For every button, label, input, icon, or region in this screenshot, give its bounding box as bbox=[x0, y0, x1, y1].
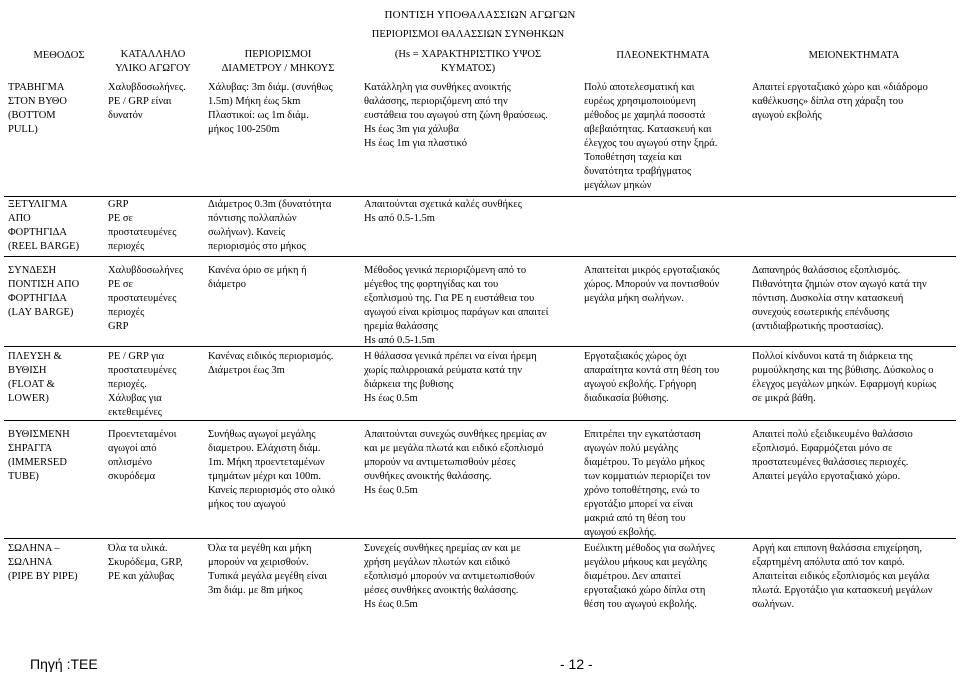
cell-sea-conditions: Απαιτούνται συνεχώς συνθήκες ηρεμίας αν και με μεγάλα πλωτά και ειδικό εξοπλισμό μπορούν να αντιμετωπισθούν μέσες συνθήκες ανοικτής θαλάσσης. Ηs έως 0.5m bbox=[364, 429, 547, 496]
row-separator bbox=[4, 196, 956, 197]
cell-limits: Κανένας ειδικός περιορισμός. Διάμετροι έως 3m bbox=[208, 351, 334, 376]
cell-sea-conditions: Η θάλασσα γενικά πρέπει να είναι ήρεμη χωρίς παλιρροιακά ρεύματα κατά την διάρκεια της βυθισης Ηs έως 0.5m bbox=[364, 351, 537, 404]
cell-material: PE / GRP για προστατευμένες περιοχές. Χάλυβας για εκτεθειμένες bbox=[108, 351, 177, 418]
row-separator bbox=[4, 256, 956, 257]
cell-material: Προεντεταμένοι αγωγοί από οπλισμένο σκυρόδεμα bbox=[108, 429, 177, 482]
header-sea-subtitle: (Ηs = ΧΑΡΑΚΤΗΡΙΣΤΙΚΟ ΥΨΟΣ ΚΥΜΑΤΟΣ) bbox=[394, 49, 542, 74]
cell-advantages: Εργοταξιακός χώρος όχι απαραίτητα κοντά στη θέση του αγωγού εκβολής. Γρήγορη διαδικασία βύθισης. bbox=[584, 351, 720, 404]
cell-limits: Κανένα όριο σε μήκη ή διάμετρο bbox=[208, 265, 307, 290]
row-separator bbox=[4, 420, 956, 421]
cell-sea-conditions: Μέθοδος γενικά περιοριζόμενη από το μέγεθος της φορτηγίδας και του εξοπλισμού της. Για PE η ευστάθεια του αγωγού είναι κρίσιμος παράγων και απαιτεί ηρεμία θαλάσσης Ηs από 0.5-1.5m bbox=[364, 265, 549, 346]
cell-sea-conditions: Απαιτούνται σχετικά καλές συνθήκες Ηs από 0.5-1.5m bbox=[364, 199, 522, 224]
cell-advantages: Ευέλικτη μέθοδος για σωλήνες μεγάλου μήκους και μεγάλης διαμέτρου. Δεν απαιτεί εργοταξιακό χώρο δίπλα στη θέση του αγωγού εκβολής. bbox=[584, 543, 715, 610]
cell-advantages: Απαιτείται μικρός εργοταξιακός χώρος. Μπορούν να ποντισθούν μεγάλα μήκη σωλήνων. bbox=[584, 265, 720, 304]
cell-method: ΣΥΝΔΕΣΗ ΠΟΝΤΙΣΗ ΑΠΟ ΦΟΡΤΗΓΙΔΑ (LAY BARGE) bbox=[8, 265, 80, 318]
header-limits: ΠΕΡΙΟΡΙΣΜΟΙ ΔΙΑΜΕΤΡΟΥ / ΜΗΚΟΥΣ bbox=[221, 49, 335, 74]
cell-advantages: Επιτρέπει την εγκατάσταση αγωγών πολύ μεγάλης διαμέτρου. Το μεγάλο μήκος των κομματιών περιορίζει τον χρόνο τοποθέτησης, ενώ το εργοτάξιο μπορεί να είναι μακριά από τη θέση του αγωγού εκβολής. bbox=[584, 429, 711, 538]
cell-disadvantages: Απαιτεί πολύ εξειδικευμένο θαλάσσιο εξοπλισμό. Εφαρμόζεται μόνο σε προστατευμένες θαλάσσιες περιοχές. Απαιτεί μεγάλο εργοταξιακό χώρο. bbox=[752, 429, 913, 482]
cell-method: ΠΛΕΥΣΗ & ΒΥΘΙΣΗ (FLOAT & LOWER) bbox=[8, 351, 62, 404]
cell-material: Όλα τα υλικά. Σκυρόδεμα, GRP, PE και χάλυβας bbox=[108, 543, 183, 582]
cell-method: ΤΡΑΒΗΓΜΑ ΣΤΟΝ ΒΥΘΟ (BOTTOM PULL) bbox=[8, 82, 67, 135]
cell-disadvantages: Αργή και επιπονη θαλάσσια επιχείρηση, εξαρτημένη απόλυτα από τον καιρό. Απαιτείται ειδικός εξοπλισμός και μεγάλα πλωτά. Εργοτάξιο για κατασκευή μεγάλων σωλήνων. bbox=[752, 543, 933, 610]
cell-limits: Χάλυβας: 3m διάμ. (συνήθως 1.5m) Μήκη έως 5km Πλαστικοί: ως 1m διάμ. μήκος 100-250m bbox=[208, 82, 333, 135]
header-material: ΚΑΤΑΛΛΗΛΟ ΥΛΙΚΟ ΑΓΩΓΟΥ bbox=[115, 49, 191, 74]
cell-limits: Συνήθως αγωγοί μεγάλης διαμετρου. Ελάχιστη διάμ. 1m. Μήκη προεντεταμένων τμημάτων μέχρι και 100m. Κανείς περιορισμός στο ολικό μήκος του αγωγού bbox=[208, 429, 335, 510]
cell-sea-conditions: Συνεχείς συνθήκες ηρεμίας αν και με χρήση μεγάλων πλωτών και ειδικό εξοπλισμό μπορούν να αντιμετωπισθούν μέσες συνθήκες ανοικτής θαλάσσης. Ηs έως 0.5m bbox=[364, 543, 535, 610]
cell-method: ΞΕΤΥΛΙΓΜΑ ΑΠΟ ΦΟΡΤΗΓΙΔΑ (REEL BARGE) bbox=[8, 199, 80, 252]
cell-disadvantages: Πολλοί κίνδυνοι κατά τη διάρκεια της ρυμούλκησης και της βύθισης. Δύσκολος ο έλεγχος μεγάλων μηκών. Εφαρμογή κυρίως σε μικρά βάθη. bbox=[752, 351, 937, 404]
row-separator bbox=[4, 538, 956, 539]
cell-disadvantages: Δαπανηρός θαλάσσιος εξοπλισμός. Πιθανότητα ζημιών στον αγωγό κατά την πόντιση. Δυσκολία στην κατασκευή συνεχούς εσωτερικής επένδυσης (αντιδιαβρωτικής προστασίας). bbox=[752, 265, 927, 332]
cell-disadvantages: Απαιτεί εργοταξιακό χώρο και «διάδρομο καθέλκυσης» δίπλα στη χάραξη του αγωγού εκβολής bbox=[752, 82, 928, 121]
page-title: ΠΟΝΤΙΣΗ ΥΠΟΘΑΛΑΣΣΙΩΝ ΑΓΩΓΩΝ bbox=[384, 9, 576, 21]
cell-method: ΣΩΛΗΝΑ – ΣΩΛΗΝΑ (PIPE BY PIPE) bbox=[8, 543, 78, 582]
header-advantages: ΠΛΕΟΝΕΚΤΗΜΑΤΑ bbox=[616, 50, 710, 61]
cell-method: ΒΥΘΙΣΜΕΝΗ ΣΗΡΑΓΓΑ (IMMERSED TUBE) bbox=[8, 429, 70, 482]
header-method: ΜΕΘΟΔΟΣ bbox=[33, 50, 85, 61]
cell-material: GRP PE σε προστατευμένες περιοχές bbox=[108, 199, 177, 252]
cell-limits: Διάμετρος 0.3m (δυνατότητα πόντισης πολλαπλών σωλήνων). Κανείς περιορισμός στο μήκος bbox=[208, 199, 332, 252]
cell-sea-conditions: Κατάλληλη για συνθήκες ανοικτής θαλάσσης, περιοριζόμενη από την ευστάθεια του αγωγού στη ζώνη θραύσεως. Ηs έως 3m για χάλυβα Ηs έως 1m για πλαστικό bbox=[364, 82, 548, 149]
footer-source: Πηγή :ΤΕΕ bbox=[30, 656, 98, 672]
page-number: - 12 - bbox=[560, 656, 593, 672]
cell-material: Χαλυβδοσωλήνες. PE / GRP είναι δυνατόν bbox=[108, 82, 186, 121]
cell-material: Χαλυβδοσωλήνες PE σε προστατευμένες περιοχές GRP bbox=[108, 265, 184, 332]
cell-advantages: Πολύ αποτελεσματική και ευρέως χρησιμοποιούμενη μέθοδος με χαμηλά ποσοστά αβεβαιότητας. Κατασκευή και έλεγχος του αγωγού στην ξηρά. Τοποθέτηση ταχεία και δυνατότητα τραβήγματος μεγάλων μηκών bbox=[584, 82, 718, 191]
header-disadvantages: ΜΕΙΟΝΕΚΤΗΜΑΤΑ bbox=[808, 50, 900, 61]
cell-limits: Όλα τα μεγέθη και μήκη μπορούν να χειρισθούν. Τυπικά μεγάλα μεγέθη είναι 3m διάμ. με 8m μήκος bbox=[208, 543, 328, 596]
header-sea-title: ΠΕΡΙΟΡΙΣΜΟΙ ΘΑΛΑΣΣΙΩΝ ΣΥΝΘΗΚΩΝ bbox=[371, 29, 565, 40]
